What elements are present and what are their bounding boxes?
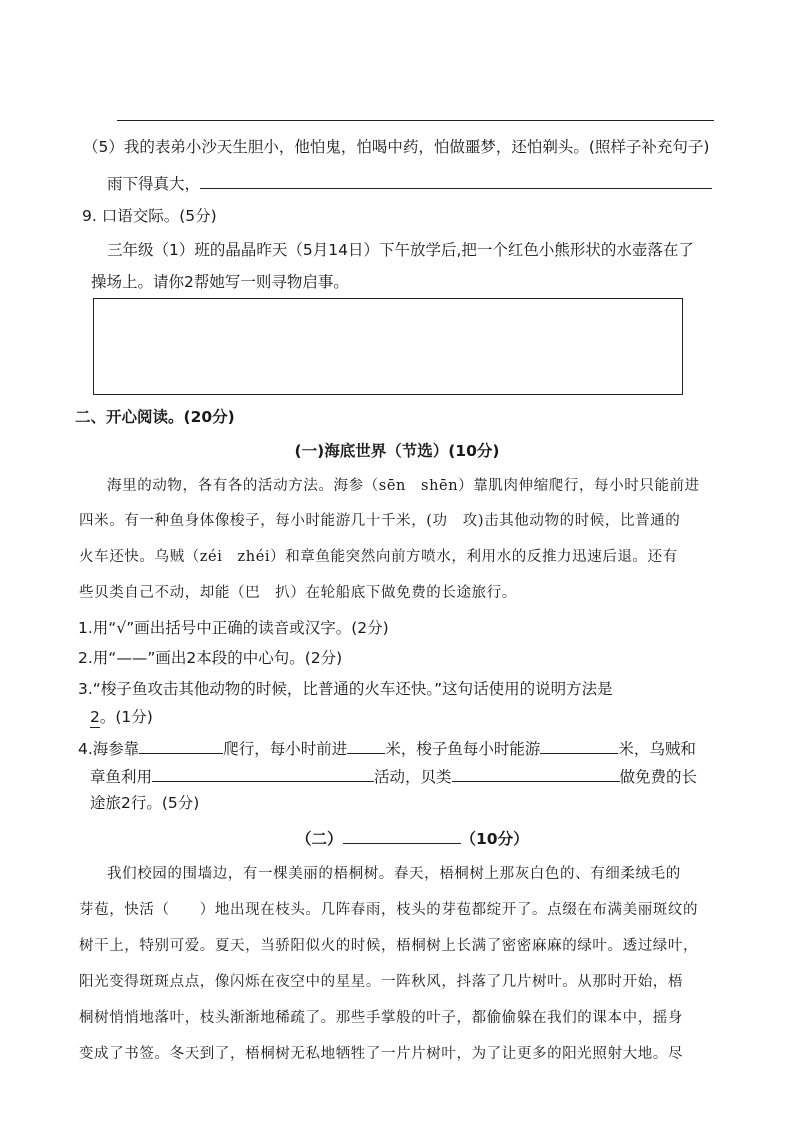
q9-title: 9. 口语交际。(5分) [82,207,217,225]
q4-text-d: 米，乌贼和 [618,740,696,758]
passage-2-line-2: 芽苞，快活（ ）地出现在枝头。几阵春雨，枝头的芽苞都绽开了。点缀在布满美丽斑纹的 [79,902,699,918]
passage-2-title [296,827,529,849]
q4-text-c: 米，梭子鱼每小时能游 [385,740,541,758]
passage-2-title-right: （10分） [460,830,529,848]
q4-blank-1[interactable] [139,737,223,754]
question-3-line-2 [90,707,153,728]
q4-text-a: 4.海参靠 [78,740,140,758]
q4-blank-3[interactable] [540,737,618,754]
q4-text-b: 爬行，每小时前进 [223,740,348,758]
q9-answer-box[interactable] [93,298,683,395]
passage-1-line-4: 些贝类自己不动，却能（巴 扒）在轮船底下做免费的长途旅行。 [79,585,517,601]
passage-1-line-3: 火车还快。乌贼（zéi zhéi）和章鱼能突然向前方喷水，利用水的反推力迅速后退。还有 [79,549,678,565]
passage-2-line-6: 变成了书签。冬天到了，梧桐树无私地牺牲了一片片树叶，为了让更多的阳光照射大地。尽 [79,1046,683,1062]
question-3-blank[interactable]: 2 [90,708,100,726]
passage-2-title-left: （二） [296,830,343,848]
question-4-line-1 [78,737,696,759]
q4-text-g: 做免费的长 [619,768,698,786]
passage-2-line-1: 我们校园的围墙边，有一棵美丽的梧桐树。春天，梧桐树上那灰白色的、有细柔绒毛的 [107,866,681,882]
q4-blank-2[interactable] [347,737,385,754]
q4-text-e: 章鱼利用 [90,768,153,786]
passage-2-line-3: 树干上，特别可爱。夏天，当骄阳似火的时候，梧桐树上长满了密密麻麻的绿叶。透过绿叶， [79,938,699,954]
passage-1-line-1: 海里的动物，各有各的活动方法。海参（sēn shēn）靠肌肉伸缩爬行，每小时只能前进 [107,478,700,494]
q5-answer-blank[interactable] [200,172,712,189]
passage-1-line-2: 四米。有一种鱼身体像梭子，每小时能游几十千米，(功 攻)击其他动物的时候，比普通的 [79,513,681,529]
question-1: 1.用“√”画出括号中正确的读音或汉字。(2分) [78,619,389,637]
question-3-line-1: 3.“梭子鱼攻击其他动物的时候，比普通的火车还快。”这句话使用的说明方法是 [78,680,613,698]
q4-blank-4[interactable] [152,765,374,782]
q4-blank-5[interactable] [452,765,620,782]
question-3-tail: 。(1分) [99,708,153,726]
q9-line-2: 操场上。请你2帮她写一则寻物启事。 [91,273,349,291]
question-4-line-2 [90,765,697,787]
q5-prompt: （5）我的表弟小沙天生胆小，他怕鬼，怕喝中药，怕做噩梦，还怕剃头。(照样子补充句子) [83,138,710,156]
question-2: 2.用“——”画出2本段的中心句。(2分) [78,649,343,667]
q5-answer-prefix: 雨下得真大， [107,175,201,193]
top-rule-line [117,120,714,121]
q4-text-f: 活动，贝类 [374,768,452,786]
q9-line-1: 三年级（1）班的晶晶昨天（5月14日）下午放学后,把一个红色小熊形状的水壶落在了 [107,241,694,259]
q5-answer-line [107,172,712,194]
passage-2-line-4: 阳光变得斑斑点点，像闪烁在夜空中的星星。一阵秋风，抖落了几片树叶。从那时开始，梧 [79,974,683,990]
passage-1-title: (一)海底世界（节选）(10分) [294,442,500,460]
passage-2-title-blank[interactable] [343,827,461,844]
passage-2-line-5: 桐树悄悄地落叶，枝头渐渐地稀疏了。那些手掌般的叶子，都偷偷躲在我们的课本中，摇身 [79,1010,683,1026]
section-2-title: 二、开心阅读。(20分) [75,408,235,426]
question-4-line-3: 途旅2行。(5分) [90,794,200,812]
